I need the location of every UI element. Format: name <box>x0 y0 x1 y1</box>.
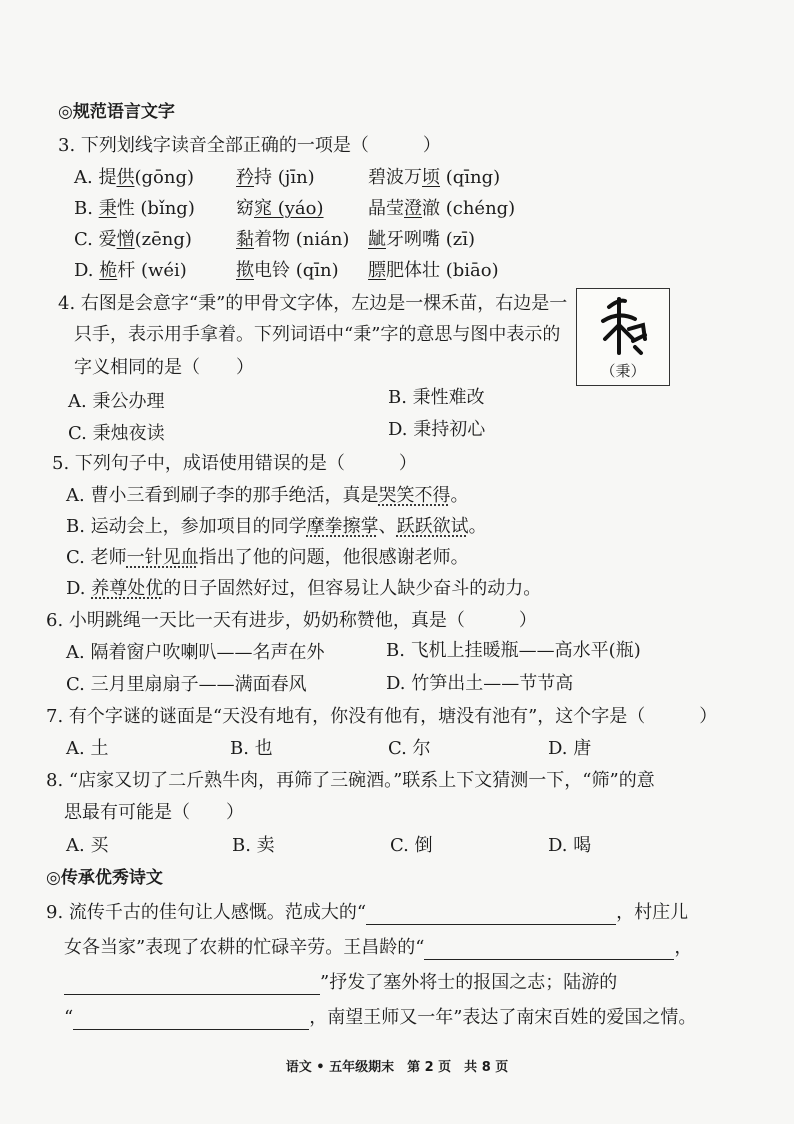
q3-option-b-word3: 晶莹澄澈 (chéng) <box>368 198 516 219</box>
q8-option-c: C. 倒 <box>390 835 433 856</box>
q4-stem-line1: 4. 右图是会意字“秉”的甲骨文字体，左边是一棵禾苗，右边是一 <box>58 293 568 314</box>
q3-option-b-word2: 窈窕 (yáo) <box>236 198 324 219</box>
q3-stem: 3. 下列划线字读音全部正确的一项是（ ） <box>58 135 441 156</box>
q3-option-b: B. 秉性 (bǐng) <box>74 198 195 219</box>
q3-option-a: A. 提供(gōng) <box>74 167 194 188</box>
q4-stem-line3: 字义相同的是（ ） <box>74 357 254 378</box>
q3-option-d-word3: 膘肥体壮 (biāo) <box>368 260 499 281</box>
q4-option-d: D. 秉持初心 <box>388 419 486 440</box>
q7-stem: 7. 有个字谜的谜面是“天没有地有，你没有他有，塘没有池有”，这个字是（ ） <box>46 706 718 727</box>
page-footer: 语文 • 五年级期末 第 2 页 共 8 页 <box>285 1060 509 1075</box>
q4-option-c: C. 秉烛夜读 <box>68 423 165 444</box>
q9-line2: 女各当家”表现了农耕的忙碌辛劳。王昌龄的“ ， <box>64 937 693 958</box>
q6-option-a: A. 隔着窗户吹喇叭——名声在外 <box>66 642 325 663</box>
q3-option-d-word2: 揿电铃 (qīn) <box>236 260 339 281</box>
q7-option-a: A. 土 <box>66 738 109 759</box>
oracle-caption: （秉） <box>600 362 646 380</box>
q9-line3: ”抒发了塞外将士的报国之志；陆游的 <box>64 971 617 995</box>
q3-option-a-word3: 碧波万顷 (qīng) <box>368 167 501 188</box>
q3-option-a-word2: 矜持 (jīn) <box>236 167 315 188</box>
q5-option-b: B. 运动会上，参加项目的同学摩拳擦掌、跃跃欲试。 <box>66 516 487 537</box>
section-title-language: ◎规范语言文字 <box>58 102 175 122</box>
q6-option-b: B. 飞机上挂暖瓶——高水平(瓶) <box>386 640 641 661</box>
q8-option-d: D. 喝 <box>548 835 592 856</box>
q7-option-c: C. 尔 <box>388 738 431 759</box>
q5-stem: 5. 下列句子中，成语使用错误的是（ ） <box>52 453 417 474</box>
q3-option-c: C. 爱憎(zēng) <box>74 229 192 250</box>
q3-option-c-word2: 黏着物 (nián) <box>236 229 350 250</box>
q9-blank-4[interactable] <box>73 1009 309 1030</box>
q8-stem-line2: 思最有可能是（ ） <box>64 802 244 823</box>
q9-line4: “ ，南望王师又一年”表达了南宋百姓的爱国之情。 <box>64 1007 697 1028</box>
q6-option-d: D. 竹笋出土——节节高 <box>386 673 574 694</box>
q4-stem-line2: 只手，表示用手拿着。下列词语中“秉”字的意思与图中表示的 <box>74 324 561 345</box>
q5-option-a: A. 曹小三看到刷子李的那手绝活，真是哭笑不得。 <box>66 485 469 506</box>
q9-line1: 9. 流传千古的佳句让人感慨。范成大的“ ，村庄儿 <box>46 902 689 923</box>
q5-option-c: C. 老师一针见血指出了他的问题，他很感谢老师。 <box>66 547 469 568</box>
q8-option-a: A. 买 <box>66 835 109 856</box>
q8-stem-line1: 8. “店家又切了二斤熟牛肉，再筛了三碗酒。”联系上下文猜测一下，“筛”的意 <box>46 770 655 791</box>
q9-blank-2[interactable] <box>424 939 674 960</box>
oracle-bone-figure <box>576 288 670 386</box>
q3-option-c-word3: 龇牙咧嘴 (zī) <box>368 229 476 250</box>
q3-option-d: D. 桅杆 (wéi) <box>74 260 187 281</box>
q4-option-a: A. 秉公办理 <box>68 391 165 412</box>
q9-blank-1[interactable] <box>366 904 616 925</box>
section-title-poetry: ◎传承优秀诗文 <box>46 868 163 888</box>
q4-option-b: B. 秉性难改 <box>388 387 485 408</box>
q9-blank-3[interactable] <box>64 974 320 995</box>
q7-option-d: D. 唐 <box>548 738 592 759</box>
q7-option-b: B. 也 <box>230 738 273 759</box>
q6-stem: 6. 小明跳绳一天比一天有进步，奶奶称赞他，真是（ ） <box>46 610 537 631</box>
q6-option-c: C. 三月里扇扇子——满面春风 <box>66 674 307 695</box>
q8-option-b: B. 卖 <box>232 835 275 856</box>
oracle-bone-bing-glyph <box>595 295 651 357</box>
q5-option-d: D. 养尊处优的日子固然好过，但容易让人缺少奋斗的动力。 <box>66 578 542 599</box>
